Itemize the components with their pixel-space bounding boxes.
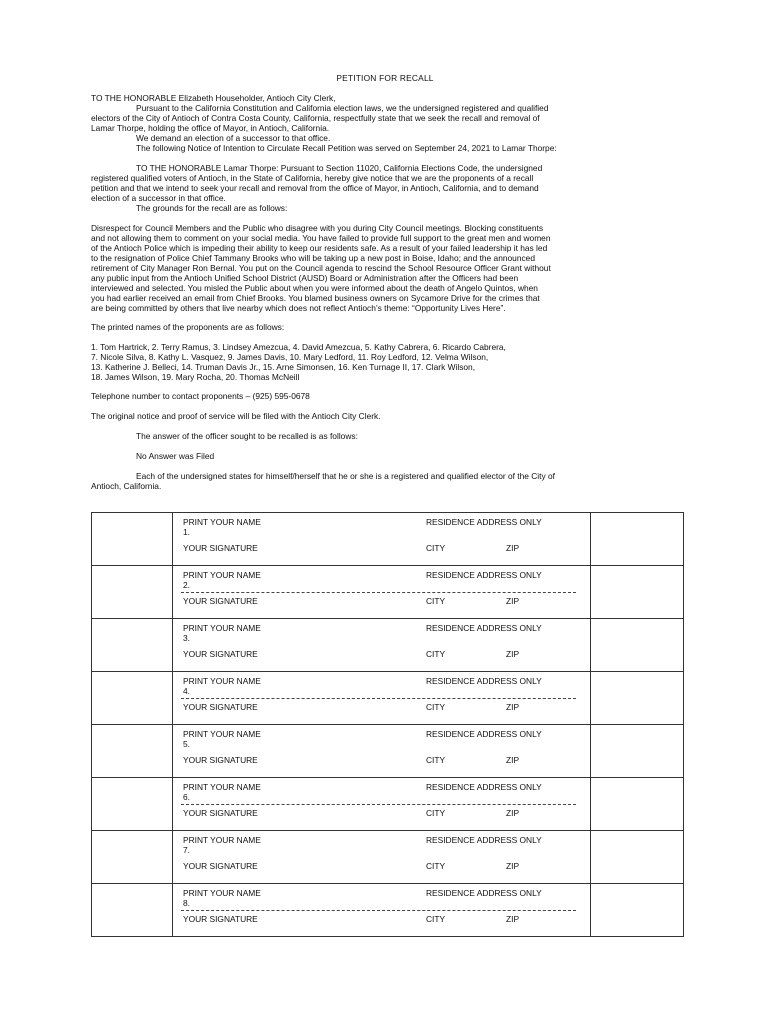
signature-label: YOUR SIGNATURE	[183, 702, 258, 712]
notice-of-intention	[91, 163, 691, 213]
row-end-cell	[591, 619, 684, 672]
city-label: CITY	[426, 755, 446, 765]
grounds-line: interviewed and selected. You misled the Public about when you were informed about the death of Angelo Quintos, when	[91, 283, 538, 293]
signature-row	[92, 672, 684, 725]
notice-line: petition and that we intend to seek your recall and removal from the office of Mayor, in Antioch, California, and to demand	[91, 183, 539, 193]
filing-statement: The original notice and proof of service will be filed with the Antioch City Clerk.	[91, 411, 381, 421]
signature-row	[92, 831, 684, 884]
residence-address-label: RESIDENCE ADDRESS ONLY	[426, 623, 542, 633]
dashed-divider	[181, 698, 576, 699]
petition-title: PETITION FOR RECALL	[336, 73, 434, 83]
signature-label: YOUR SIGNATURE	[183, 649, 258, 659]
signature-label: YOUR SIGNATURE	[183, 861, 258, 871]
signer-entry-cell[interactable]	[173, 513, 591, 566]
notice-line: election of a successor in that office.	[91, 193, 226, 203]
print-name-label: PRINT YOUR NAME	[183, 835, 261, 845]
dashed-divider	[181, 910, 576, 911]
signer-entry-cell[interactable]	[173, 884, 591, 937]
city-label: CITY	[426, 702, 446, 712]
proponents-intro: The printed names of the proponents are as follows:	[91, 322, 285, 332]
zip-label: ZIP	[506, 861, 520, 871]
proponents-line: 1. Tom Hartrick, 2. Terry Ramus, 3. Lindsey Amezcua, 4. David Amezcua, 5. Kathy Cabrera, 6. Ricardo Cabrera,	[91, 342, 506, 352]
signer-entry-cell[interactable]	[173, 725, 591, 778]
signer-entry-cell[interactable]	[173, 831, 591, 884]
signature-row	[92, 513, 684, 566]
zip-label: ZIP	[506, 543, 520, 553]
notice-served-statement: The following Notice of Intention to Circulate Recall Petition was served on September 24, 2021 to Lamar Thorpe:	[136, 143, 557, 153]
signer-entry-cell[interactable]	[173, 619, 591, 672]
zip-label: ZIP	[506, 649, 520, 659]
grounds-line: of the Antioch Police which is impeding their ability to keep our residents safe. As a result of your failed leadership it has led	[91, 243, 548, 253]
row-number: 2.	[183, 580, 190, 590]
grounds-line: you had earlier received an email from Chief Brooks. You blamed business owners on Sycamore Drive for the crimes that	[91, 293, 540, 303]
row-number: 4.	[183, 686, 190, 696]
elector-declaration	[91, 471, 691, 491]
signature-row	[92, 725, 684, 778]
city-label: CITY	[426, 649, 446, 659]
city-label: CITY	[426, 808, 446, 818]
row-end-cell	[591, 778, 684, 831]
para1-line: Lamar Thorpe, holding the office of Mayor, in Antioch, California.	[91, 123, 330, 133]
grounds-line: any public input from the Antioch Unified School District (AUSD) Board or Administration after the Officers had been	[91, 273, 519, 283]
city-label: CITY	[426, 543, 446, 553]
signature-row	[92, 884, 684, 937]
residence-address-label: RESIDENCE ADDRESS ONLY	[426, 676, 542, 686]
signature-label: YOUR SIGNATURE	[183, 808, 258, 818]
declaration-line: Each of the undersigned states for himself/herself that he or she is a registered and qualified elector of the City of	[136, 471, 555, 481]
declaration-line: Antioch, California.	[91, 481, 162, 491]
row-end-cell	[591, 884, 684, 937]
zip-label: ZIP	[506, 596, 520, 606]
zip-label: ZIP	[506, 702, 520, 712]
recall-grounds	[91, 223, 691, 313]
row-margin-cell	[92, 725, 173, 778]
petition-intro	[91, 93, 691, 153]
signature-row	[92, 778, 684, 831]
row-number: 5.	[183, 739, 190, 749]
city-label: CITY	[426, 861, 446, 871]
proponents-list	[91, 342, 691, 382]
row-end-cell	[591, 513, 684, 566]
grounds-intro: The grounds for the recall are as follows:	[136, 203, 288, 213]
row-margin-cell	[92, 778, 173, 831]
row-number: 1.	[183, 527, 190, 537]
print-name-label: PRINT YOUR NAME	[183, 623, 261, 633]
residence-address-label: RESIDENCE ADDRESS ONLY	[426, 835, 542, 845]
proponents-line: 18. James Wilson, 19. Mary Rocha, 20. Thomas McNeill	[91, 372, 300, 382]
dashed-divider	[181, 592, 576, 593]
signature-row	[92, 619, 684, 672]
signature-table	[91, 512, 684, 937]
signature-label: YOUR SIGNATURE	[183, 914, 258, 924]
residence-address-label: RESIDENCE ADDRESS ONLY	[426, 570, 542, 580]
print-name-label: PRINT YOUR NAME	[183, 517, 261, 527]
zip-label: ZIP	[506, 914, 520, 924]
row-number: 3.	[183, 633, 190, 643]
row-number: 8.	[183, 898, 190, 908]
signer-entry-cell[interactable]	[173, 566, 591, 619]
print-name-label: PRINT YOUR NAME	[183, 676, 261, 686]
row-margin-cell	[92, 513, 173, 566]
city-label: CITY	[426, 596, 446, 606]
row-margin-cell	[92, 884, 173, 937]
grounds-line: to the resignation of Police Chief Tammany Brooks who will be taking up a new post in Boise, Idaho; and the announced	[91, 253, 535, 263]
proponents-line: 13. Katherine J. Belleci, 14. Truman Davis Jr., 15. Arne Simonsen, 16. Ken Turnage II, 17. Clark Wilson,	[91, 362, 476, 372]
grounds-line: are being committed by others that live nearby which does not reflect Antioch’s theme: “Opportunity Lives Here”.	[91, 303, 506, 313]
signature-label: YOUR SIGNATURE	[183, 755, 258, 765]
signature-label: YOUR SIGNATURE	[183, 543, 258, 553]
para1-line: Pursuant to the California Constitution and California election laws, we the undersigned registered and qualified	[136, 103, 549, 113]
answer-intro: The answer of the officer sought to be recalled is as follows:	[136, 431, 358, 441]
row-margin-cell	[92, 672, 173, 725]
zip-label: ZIP	[506, 755, 520, 765]
demand-statement: We demand an election of a successor to that office.	[136, 133, 331, 143]
salutation: TO THE HONORABLE Elizabeth Householder, Antioch City Clerk,	[91, 93, 336, 103]
print-name-label: PRINT YOUR NAME	[183, 888, 261, 898]
answer-text: No Answer was Filed	[136, 451, 215, 461]
row-end-cell	[591, 566, 684, 619]
proponents-line: 7. Nicole Silva, 8. Kathy L. Vasquez, 9. James Davis, 10. Mary Ledford, 11. Roy Ledford, 12. Velma Wilson,	[91, 352, 489, 362]
residence-address-label: RESIDENCE ADDRESS ONLY	[426, 888, 542, 898]
signature-row	[92, 566, 684, 619]
row-margin-cell	[92, 566, 173, 619]
residence-address-label: RESIDENCE ADDRESS ONLY	[426, 782, 542, 792]
signature-label: YOUR SIGNATURE	[183, 596, 258, 606]
signer-entry-cell[interactable]	[173, 672, 591, 725]
print-name-label: PRINT YOUR NAME	[183, 729, 261, 739]
signer-entry-cell[interactable]	[173, 778, 591, 831]
residence-address-label: RESIDENCE ADDRESS ONLY	[426, 729, 542, 739]
row-margin-cell	[92, 831, 173, 884]
row-end-cell	[591, 831, 684, 884]
row-end-cell	[591, 725, 684, 778]
telephone-line: Telephone number to contact proponents – (925) 595-0678	[91, 391, 310, 401]
notice-line: TO THE HONORABLE Lamar Thorpe: Pursuant to Section 11020, California Elections Code, the undersigned	[136, 163, 543, 173]
row-number: 6.	[183, 792, 190, 802]
print-name-label: PRINT YOUR NAME	[183, 570, 261, 580]
row-end-cell	[591, 672, 684, 725]
zip-label: ZIP	[506, 808, 520, 818]
row-margin-cell	[92, 619, 173, 672]
para1-line: electors of the City of Antioch of Contra Costa County, California, respectfully state that we seek the recall and removal of	[91, 113, 540, 123]
grounds-line: and not allowing them to comment on your social media. You have failed to provide full support to the great men and women	[91, 233, 551, 243]
print-name-label: PRINT YOUR NAME	[183, 782, 261, 792]
row-number: 7.	[183, 845, 190, 855]
notice-line: registered qualified voters of Antioch, in the State of California, hereby give notice that we are the proponents of a recall	[91, 173, 534, 183]
residence-address-label: RESIDENCE ADDRESS ONLY	[426, 517, 542, 527]
dashed-divider	[181, 804, 576, 805]
city-label: CITY	[426, 914, 446, 924]
grounds-line: retirement of City Manager Ron Bernal. You put on the Council agenda to rescind the School Resource Officer Grant without	[91, 263, 551, 273]
grounds-line: Disrespect for Council Members and the Public who disagree with you during City Council meetings. Blocking constituents	[91, 223, 544, 233]
